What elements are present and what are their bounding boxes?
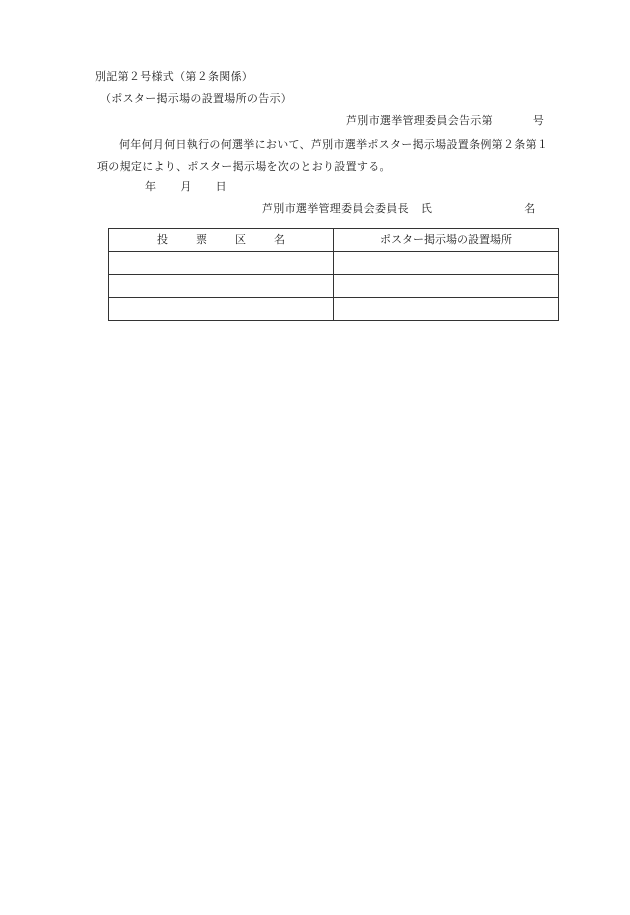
subtitle: （ポスター掲示場の設置場所の告示） — [100, 92, 293, 105]
table-cell-location — [334, 298, 559, 321]
table-cell-location — [334, 275, 559, 298]
date-day: 日 — [215, 180, 227, 193]
header-district-name: 投 票 区 名 — [109, 229, 334, 252]
date-year: 年 — [145, 180, 157, 193]
signer-row — [262, 202, 536, 215]
table-row — [109, 298, 559, 321]
signer-family-char: 氏 — [420, 202, 433, 215]
date-month: 月 — [180, 180, 192, 193]
signer-title: 芦別市選挙管理委員会委員長 — [262, 202, 409, 215]
notice-label: 芦別市選挙管理委員会告示第 — [346, 114, 493, 127]
body-text: 何年何月何日執行の何選挙において、芦別市選挙ポスター掲示場設置条例第２条第１項の規定により、ポスター掲示場を次のとおり設置する。 — [97, 138, 549, 173]
header-location: ポスター掲示場の設置場所 — [334, 229, 559, 252]
notice-number-row — [346, 114, 544, 127]
table-row — [109, 252, 559, 275]
table-cell-district — [109, 298, 334, 321]
date-row — [145, 180, 227, 193]
signer-given-char: 名 — [524, 202, 536, 215]
table-header-row — [109, 229, 559, 252]
polling-district-table — [108, 228, 559, 321]
table-row — [109, 275, 559, 298]
table-cell-district — [109, 252, 334, 275]
table-cell-district — [109, 275, 334, 298]
form-title: 別記第２号様式（第２条関係） — [95, 70, 254, 83]
notice-suffix: 号 — [532, 114, 545, 127]
table-cell-location — [334, 252, 559, 275]
